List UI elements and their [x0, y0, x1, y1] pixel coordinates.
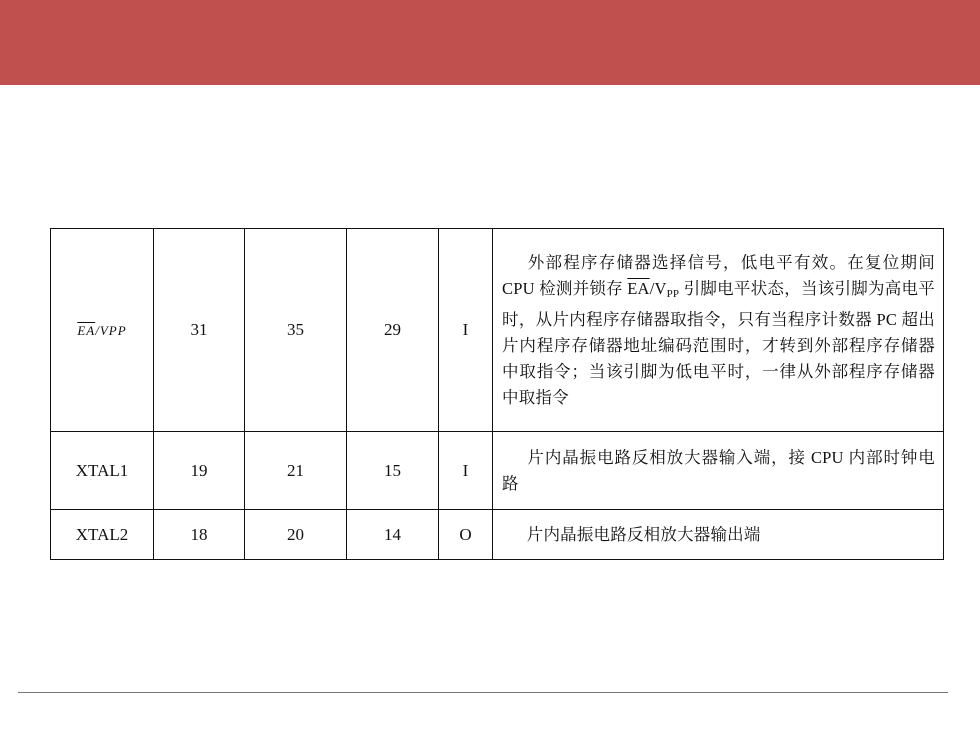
- pin-description: 片内晶振电路反相放大器输入端，接 CPU 内部时钟电路: [493, 432, 944, 510]
- table-row: [51, 510, 944, 560]
- pin-number-col1: 18: [154, 510, 245, 560]
- pin-name-cell: XTAL1: [51, 432, 154, 510]
- pin-number-col3: 14: [347, 510, 439, 560]
- pin-direction: O: [439, 510, 493, 560]
- table-row: [51, 229, 944, 432]
- pin-number-col1: 19: [154, 432, 245, 510]
- pin-name-ea-vpp: $\overline{EA}$/VPP: [77, 323, 127, 338]
- pin-number-col3: 29: [347, 229, 439, 432]
- pin-number-col2: 20: [245, 510, 347, 560]
- top-banner: [0, 0, 980, 85]
- pin-description: 外部程序存储器选择信号，低电平有效。在复位期间 CPU 检测并锁存 $\overline{EA}/V_{PP}$ 引脚电平状态，当该引脚为高电平时，从片内程序存储器取指令，只有当程序计数器 PC 超出片内程序存储器地址编码范围时，才转到外部程序存储器中取指令；当该引脚为低电平时，一律从外部程序存储器中取指令: [493, 229, 944, 432]
- pin-number-col3: 15: [347, 432, 439, 510]
- pin-direction: I: [439, 229, 493, 432]
- pin-number-col2: 21: [245, 432, 347, 510]
- pin-number-col2: 35: [245, 229, 347, 432]
- pin-description: 片内晶振电路反相放大器输出端: [493, 510, 944, 560]
- table-row: [51, 432, 944, 510]
- pin-direction: I: [439, 432, 493, 510]
- pin-table: [50, 228, 944, 560]
- pin-number-col1: 31: [154, 229, 245, 432]
- pin-name-cell: XTAL2: [51, 510, 154, 560]
- bottom-divider: [18, 692, 948, 693]
- pin-name-cell: [51, 229, 154, 432]
